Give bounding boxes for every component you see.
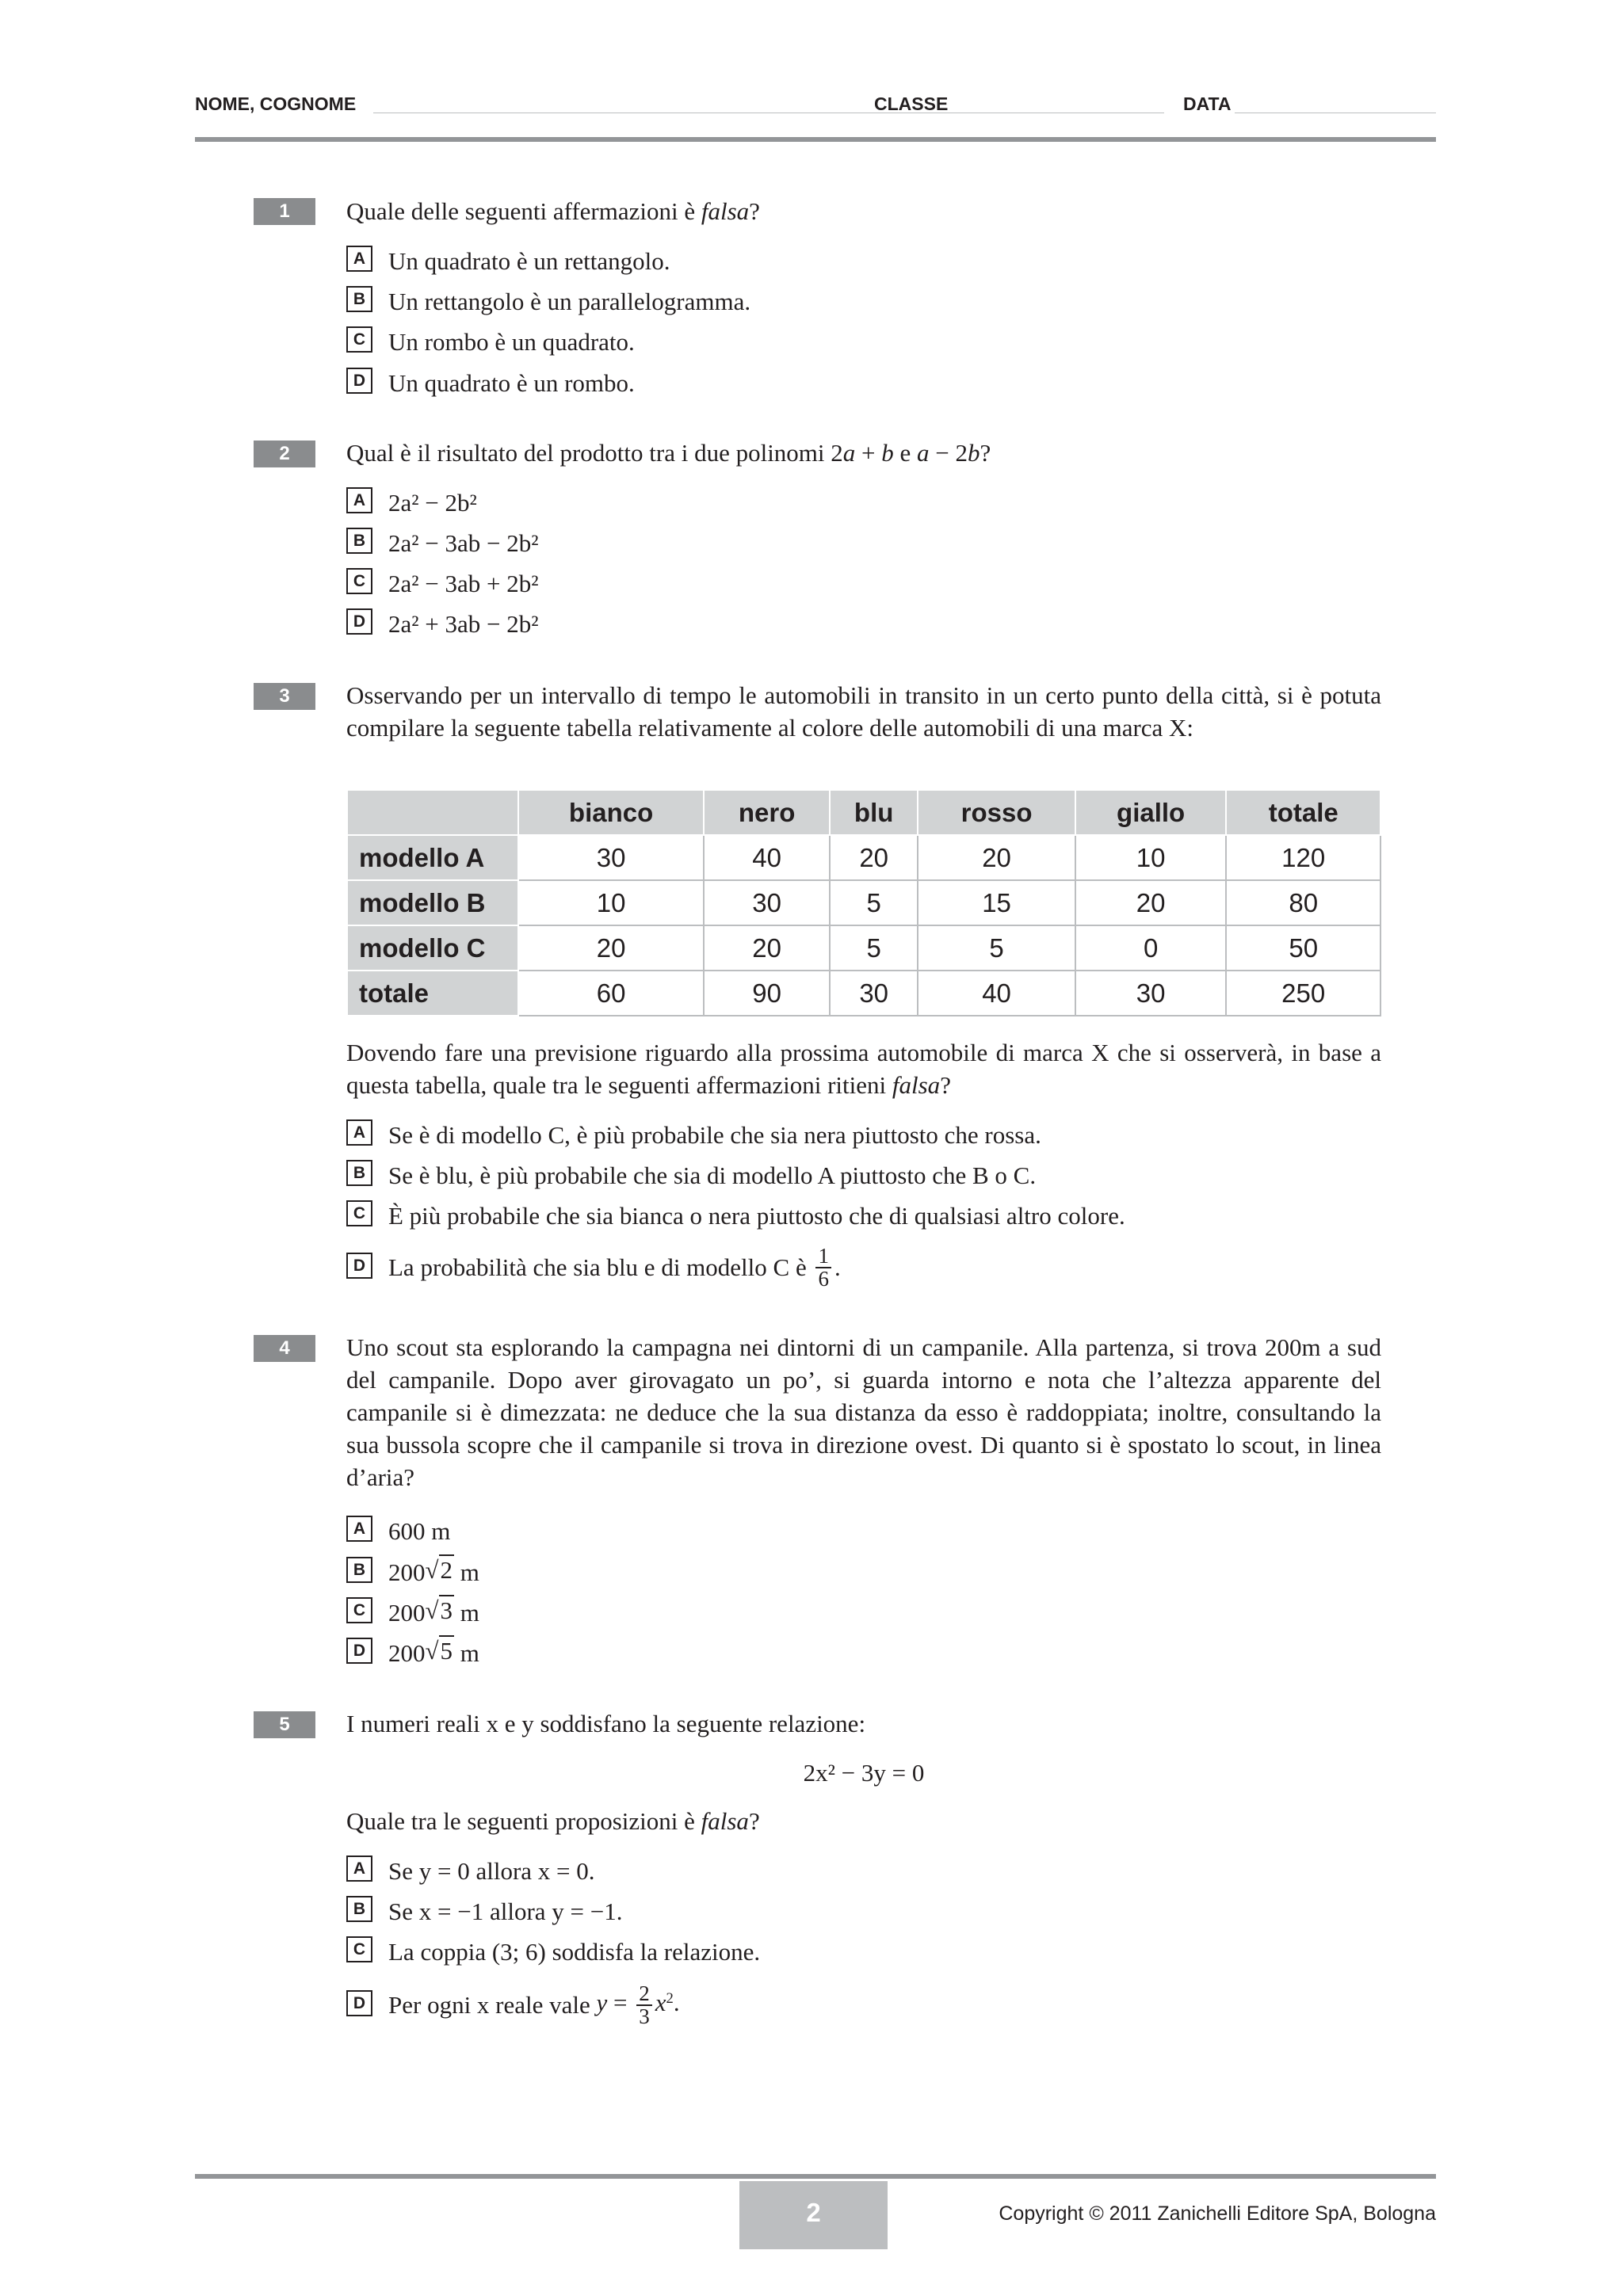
- question-3-follow-up: Dovendo fare una previsione riguardo alla prossima automobile di marca X che si osserverà, in base a questa tabella, quale tra le seguenti affermazioni ritieni falsa?: [346, 1039, 1381, 1099]
- q4-option-b[interactable]: B 200√2 m: [346, 1554, 479, 1586]
- q3-option-c[interactable]: C È più probabile che sia bianca o nera piuttosto che di qualsiasi altro colore.: [346, 1198, 1125, 1230]
- question-number-3: 3: [254, 683, 315, 710]
- question-3-stem: Osservando per un intervallo di tempo le automobili in transito in un certo punto della città, si è potuta compilare la seguente tabella relativamente al colore delle automobili di una marca X:: [346, 681, 1381, 742]
- q1-option-b[interactable]: B Un rettangolo è un parallelogramma.: [346, 284, 750, 315]
- fraction-two-thirds: $\frac{2}{3}$: [636, 1983, 652, 2027]
- q5-option-d[interactable]: D Per ogni x reale vale y = $\frac{2}{3}$ $x^2$.: [346, 1983, 680, 2015]
- row-header: modello C: [347, 925, 518, 971]
- q2-option-a[interactable]: A 2a² − 2b²: [346, 485, 477, 517]
- question-number-2: 2: [254, 441, 315, 467]
- table-cell: 5: [830, 880, 918, 925]
- header-divider: [195, 137, 1436, 142]
- question-5-follow-up: Quale tra le seguenti proposizioni è falsa?: [346, 1807, 760, 1835]
- question-5-equation: 2x² − 3y = 0: [803, 1759, 925, 1787]
- table-row: [347, 971, 1381, 1016]
- q5-option-b[interactable]: B Se x = −1 allora y = −1.: [346, 1894, 623, 1925]
- table-corner-cell: [347, 790, 518, 835]
- car-color-table: [346, 789, 1381, 1016]
- col-header: nero: [704, 790, 830, 835]
- table-row: [347, 925, 1381, 971]
- row-header: totale: [347, 971, 518, 1016]
- sqrt-2: √2: [425, 1556, 453, 1584]
- table-cell: 30: [830, 971, 918, 1016]
- fraction-one-sixth: $\frac{1}{6}$: [815, 1245, 831, 1290]
- table-cell: 5: [918, 925, 1075, 971]
- table-cell: 5: [830, 925, 918, 971]
- table-cell: 40: [704, 835, 830, 880]
- table-cell: 20: [704, 925, 830, 971]
- q2-option-b-text: 2a² − 3ab − 2b²: [388, 528, 539, 557]
- date-label: DATA: [1183, 93, 1232, 114]
- question-4-stem: Uno scout sta esplorando la campagna nei dintorni di un campanile. Alla partenza, si trova 200m a sud del campanile. Dopo aver girovagato un po’, si guarda intorno e nota che l’altezza apparente del campanile si è dimezzata: ne deduce che la sua distanza da esso è raddoppiata; inoltre, consultando la sua bussola scopre che il campanile si trova in direzione ovest. Di quanto si è spostato lo scout, in linea d’aria?: [346, 1333, 1381, 1491]
- table-cell: 120: [1226, 835, 1381, 880]
- table-cell: 10: [518, 880, 704, 925]
- table-cell: 0: [1075, 925, 1227, 971]
- q1-option-a[interactable]: A Un quadrato è un rettangolo.: [346, 243, 670, 275]
- name-label: NOME, COGNOME: [195, 93, 357, 114]
- table-cell: 30: [518, 835, 704, 880]
- q2-option-d-text: 2a² + 3ab − 2b²: [388, 609, 539, 638]
- q3-option-b[interactable]: B Se è blu, è più probabile che sia di modello A piuttosto che B o C.: [346, 1158, 1036, 1189]
- row-header: modello B: [347, 880, 518, 925]
- q5-option-a[interactable]: A Se y = 0 allora x = 0.: [346, 1853, 595, 1885]
- q5-option-c[interactable]: C La coppia (3; 6) soddisfa la relazione.: [346, 1934, 760, 1966]
- table-cell: 10: [1075, 835, 1227, 880]
- q2-option-b[interactable]: B 2a² − 3ab − 2b²: [346, 525, 539, 557]
- table-cell: 20: [518, 925, 704, 971]
- q2-option-a-text: 2a² − 2b²: [388, 488, 477, 517]
- q2-option-c[interactable]: C 2a² − 3ab + 2b²: [346, 566, 539, 597]
- sqrt-3: √3: [425, 1596, 453, 1624]
- table-cell: 20: [1075, 880, 1227, 925]
- question-number-1: 1: [254, 198, 315, 225]
- table-cell: 50: [1226, 925, 1381, 971]
- q4-option-d[interactable]: D 200√5 m: [346, 1635, 479, 1667]
- page-number: 2: [739, 2181, 888, 2249]
- table-cell: 60: [518, 971, 704, 1016]
- row-header: modello A: [347, 835, 518, 880]
- sqrt-5: √5: [425, 1637, 453, 1665]
- table-header-row: [347, 790, 1381, 835]
- q4-option-c[interactable]: C 200√3 m: [346, 1595, 479, 1627]
- col-header: blu: [830, 790, 918, 835]
- table-cell: 80: [1226, 880, 1381, 925]
- q3-option-a[interactable]: A Se è di modello C, è più probabile che sia nera piuttosto che rossa.: [346, 1117, 1041, 1149]
- copyright-notice: Copyright © 2011 Zanichelli Editore SpA, Bologna: [999, 2203, 1436, 2225]
- table-cell: 30: [704, 880, 830, 925]
- table-cell: 250: [1226, 971, 1381, 1016]
- table-row: [347, 835, 1381, 880]
- table-cell: 30: [1075, 971, 1227, 1016]
- table-cell: 20: [918, 835, 1075, 880]
- q3-option-d[interactable]: D La probabilità che sia blu e di modello C è $\frac{1}{6}$ .: [346, 1245, 841, 1277]
- question-1-stem: Quale delle seguenti affermazioni è falsa?: [346, 197, 760, 225]
- header-fields: [195, 90, 1436, 114]
- question-number-4: 4: [254, 1335, 315, 1362]
- table-cell: 90: [704, 971, 830, 1016]
- footer-divider: [195, 2174, 1436, 2179]
- q2-option-c-text: 2a² − 3ab + 2b²: [388, 569, 539, 597]
- table-row: [347, 880, 1381, 925]
- table-cell: 20: [830, 835, 918, 880]
- question-5-stem: I numeri reali x e y soddisfano la seguente relazione:: [346, 1710, 866, 1737]
- col-header: giallo: [1075, 790, 1227, 835]
- table-cell: 15: [918, 880, 1075, 925]
- q1-option-c[interactable]: C Un rombo è un quadrato.: [346, 324, 635, 356]
- col-header: totale: [1226, 790, 1381, 835]
- col-header: rosso: [918, 790, 1075, 835]
- col-header: bianco: [518, 790, 704, 835]
- q2-option-d[interactable]: D 2a² + 3ab − 2b²: [346, 606, 539, 638]
- q4-option-a[interactable]: A 600 m: [346, 1513, 450, 1545]
- question-number-5: 5: [254, 1711, 315, 1738]
- table-cell: 40: [918, 971, 1075, 1016]
- q1-option-d[interactable]: D Un quadrato è un rombo.: [346, 365, 635, 397]
- class-label: CLASSE: [874, 93, 949, 114]
- question-2-stem: Qual è il risultato del prodotto tra i due polinomi 2a + b e a − 2b?: [346, 439, 991, 467]
